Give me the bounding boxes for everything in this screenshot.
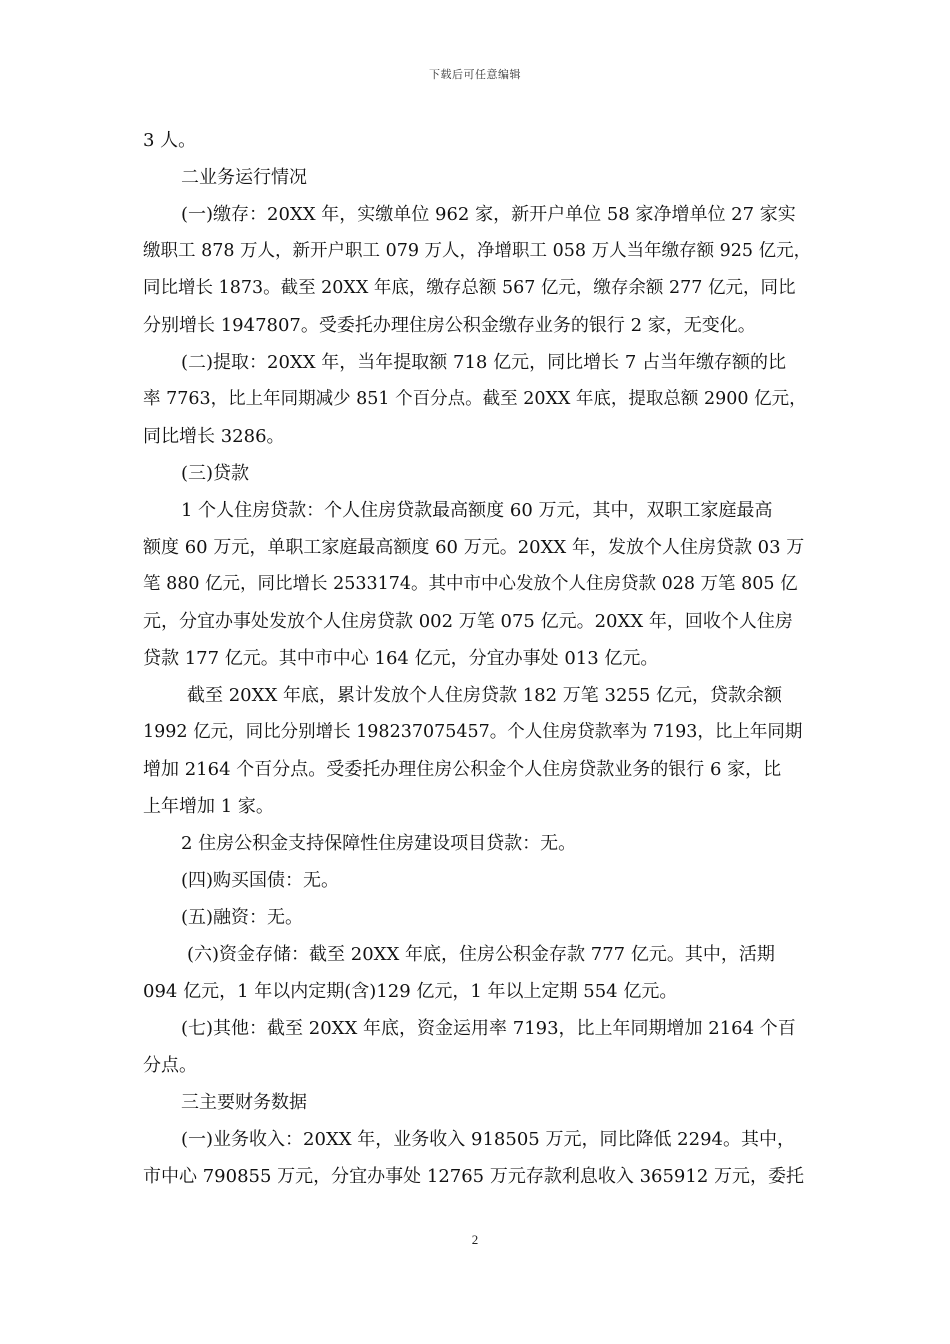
text-line: 率 7763，比上年同期减少 851 个百分点。截至 20XX 年底，提取总额 2900 亿元， xyxy=(143,389,807,409)
text-line: (七)其他：截至 20XX 年底，资金运用率 7193，比上年同期增加 2164 个百 xyxy=(181,1018,796,1039)
text-line: (六)资金存储：截至 20XX 年底，住房公积金存款 777 亿元。其中，活期 xyxy=(187,944,775,965)
text-line: (五)融资：无。 xyxy=(181,907,304,928)
text-line: 市中心 790855 万元，分宜办事处 12765 万元存款利息收入 365912 万元，委托 xyxy=(143,1166,805,1187)
subsection-heading: (三)贷款 xyxy=(181,463,250,484)
text-line: 截至 20XX 年底，累计发放个人住房贷款 182 万笔 3255 亿元，贷款余额 xyxy=(187,685,783,706)
document-body xyxy=(143,122,811,1195)
text-line: (一)业务收入：20XX 年，业务收入 918505 万元，同比降低 2294。其中， xyxy=(181,1129,795,1150)
text-line: 上年增加 1 家。 xyxy=(143,796,274,817)
section-heading: 三主要财务数据 xyxy=(181,1092,307,1113)
text-line: 额度 60 万元，单职工家庭最高额度 60 万元。20XX 年，发放个人住房贷款 03 万 xyxy=(143,537,805,558)
text-line: 贷款 177 亿元。其中市中心 164 亿元，分宜办事处 013 亿元。 xyxy=(143,648,659,669)
text-line: 3 人。 xyxy=(143,130,197,151)
text-line: 同比增长 1873。截至 20XX 年底，缴存总额 567 亿元，缴存余额 277 亿元，同比 xyxy=(143,278,796,298)
text-line: 增加 2164 个百分点。受委托办理住房公积金个人住房贷款业务的银行 6 家，比 xyxy=(143,759,782,780)
text-line: 元，分宜办事处发放个人住房贷款 002 万笔 075 亿元。20XX 年，回收个人住房 xyxy=(143,611,793,632)
text-line: (四)购买国债：无。 xyxy=(181,870,340,891)
page-number: 2 xyxy=(471,1232,479,1247)
text-line: 094 亿元，1 年以内定期(含)129 亿元，1 年以上定期 554 亿元。 xyxy=(143,981,678,1002)
text-line: (一)缴存：20XX 年，实缴单位 962 家，新开户单位 58 家净增单位 27 家实 xyxy=(181,204,796,225)
text-line: (二)提取：20XX 年，当年提取额 718 亿元，同比增长 7 占当年缴存额的比 xyxy=(181,352,786,373)
text-line: 分别增长 1947807。受委托办理住房公积金缴存业务的银行 2 家，无变化。 xyxy=(143,315,756,336)
section-heading: 二业务运行情况 xyxy=(181,167,307,188)
text-line: 分点。 xyxy=(143,1055,197,1076)
page-header: 下载后可任意编辑 xyxy=(429,68,521,81)
text-line: 同比增长 3286。 xyxy=(143,426,285,447)
text-line: 笔 880 亿元，同比增长 2533174。其中市中心发放个人住房贷款 028 万笔 805 亿 xyxy=(143,574,798,594)
text-line: 1 个人住房贷款：个人住房贷款最高额度 60 万元，其中，双职工家庭最高 xyxy=(181,500,773,521)
text-line: 1992 亿元，同比分别增长 198237075457。个人住房贷款率为 7193，比上年同期 xyxy=(143,722,803,742)
text-line: 缴职工 878 万人，新开户职工 079 万人，净增职工 058 万人当年缴存额 925 亿元， xyxy=(143,241,812,261)
text-line: 2 住房公积金支持保障性住房建设项目贷款：无。 xyxy=(181,833,577,854)
